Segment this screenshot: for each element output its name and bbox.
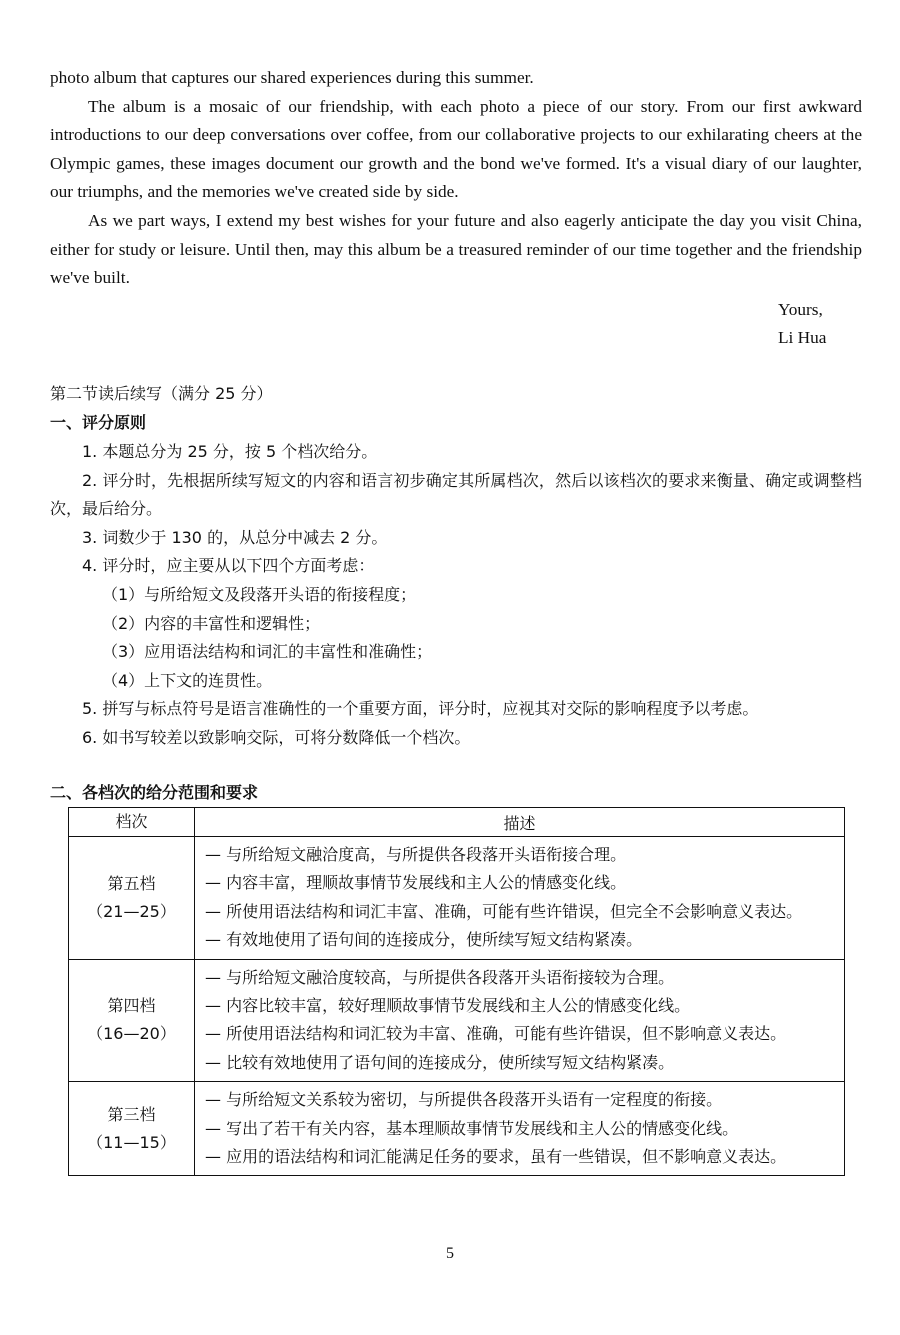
table-row	[69, 1082, 845, 1176]
rule-subitem: （2）内容的丰富性和逻辑性；	[102, 613, 321, 633]
heading-grade-ranges: 二、各档次的给分范围和要求	[50, 783, 259, 802]
header-grade: 档次	[69, 808, 195, 837]
grade-name: 第四档	[107, 996, 156, 1016]
table-row	[69, 837, 845, 960]
description-cell	[195, 1082, 845, 1176]
rule-subitem: （3）应用语法结构和词汇的丰富性和准确性；	[102, 642, 433, 662]
description-item: — 与所给短文融洽度较高，与所提供各段落开头语衔接较为合理。	[205, 967, 675, 987]
section-title: 第二节读后续写（满分 25 分）	[50, 384, 273, 403]
description-item: — 应用的语法结构和词汇能满足任务的要求，虽有一些错误，但不影响意义表达。	[205, 1147, 787, 1167]
table-header-row	[69, 808, 845, 837]
grade-cell	[69, 959, 195, 1082]
description-item: — 有效地使用了语句间的连接成分，使所续写短文结构紧凑。	[205, 930, 643, 950]
letter-closing	[778, 296, 826, 352]
grade-range: （21—25）	[87, 901, 176, 921]
description-item: — 与所给短文融洽度高，与所提供各段落开头语衔接合理。	[205, 845, 627, 864]
grade-name: 第三档	[107, 1104, 156, 1124]
scoring-rules	[50, 438, 862, 753]
letter-paragraph: The album is a mosaic of our friendship, with each photo a piece of our story. From our first awkward introductions to our deep conversations over coffee, from our collaborative projects to our exhilarating cheers at the Olympic games, these images document our growth and the bond we've formed. It's a visual diary of our laughter, our triumphs, and the memories we've created side by side.	[50, 96, 862, 202]
description-item: — 写出了若干有关内容，基本理顺故事情节发展线和主人公的情感变化线。	[205, 1118, 739, 1138]
page-number: 5	[446, 1245, 454, 1262]
heading-scoring-principles: 一、评分原则	[50, 413, 147, 432]
rule-subitem: （4）上下文的连贯性。	[102, 670, 273, 690]
table-row	[69, 959, 845, 1082]
rule-item: 6. 如书写较差以致影响交际，可将分数降低一个档次。	[82, 727, 471, 747]
letter-paragraph: photo album that captures our shared experiences during this summer.	[50, 68, 534, 87]
rule-item: 5. 拼写与标点符号是语言准确性的一个重要方面，评分时，应视其对交际的影响程度予以考虑。	[82, 699, 759, 719]
rule-item: 3. 词数少于 130 的，从总分中减去 2 分。	[82, 527, 388, 547]
signature: Li Hua	[778, 328, 827, 347]
letter-body	[50, 64, 862, 293]
description-item: — 内容丰富，理顺故事情节发展线和主人公的情感变化线。	[205, 873, 627, 893]
rule-item: 4. 评分时，应主要从以下四个方面考虑：	[82, 556, 375, 576]
rule-item: 1. 本题总分为 25 分，按 5 个档次给分。	[82, 442, 378, 461]
grade-name: 第五档	[107, 873, 156, 893]
grade-range: （16—20）	[87, 1024, 176, 1044]
grade-cell	[69, 1082, 195, 1176]
rule-subitem: （1）与所给短文及段落开头语的衔接程度；	[102, 584, 417, 604]
description-item: — 内容比较丰富，较好理顺故事情节发展线和主人公的情感变化线。	[205, 996, 691, 1016]
grade-cell	[69, 837, 195, 960]
description-item: — 所使用语法结构和词汇较为丰富、准确，可能有些许错误，但不影响意义表达。	[205, 1024, 787, 1044]
grading-table	[68, 807, 845, 1176]
rule-item: 2. 评分时，先根据所续写短文的内容和语言初步确定其所属档次，然后以该档次的要求来衡量、确定或调整档次，最后给分。	[50, 470, 862, 519]
description-cell	[195, 837, 845, 960]
closing-word: Yours,	[778, 300, 823, 319]
header-description: 描述	[195, 808, 845, 837]
description-item: — 与所给短文关系较为密切，与所提供各段落开头语有一定程度的衔接。	[205, 1090, 723, 1110]
letter-paragraph: As we part ways, I extend my best wishes for your future and also eagerly anticipate the day you visit China, either for study or leisure. Until then, may this album be a treasured reminder of our time together and the friendship we've built.	[50, 210, 862, 288]
grade-range: （11—15）	[87, 1132, 176, 1152]
description-cell	[195, 959, 845, 1082]
description-item: — 比较有效地使用了语句间的连接成分，使所续写短文结构紧凑。	[205, 1052, 675, 1072]
description-item: — 所使用语法结构和词汇丰富、准确，可能有些许错误，但完全不会影响意义表达。	[205, 901, 803, 921]
